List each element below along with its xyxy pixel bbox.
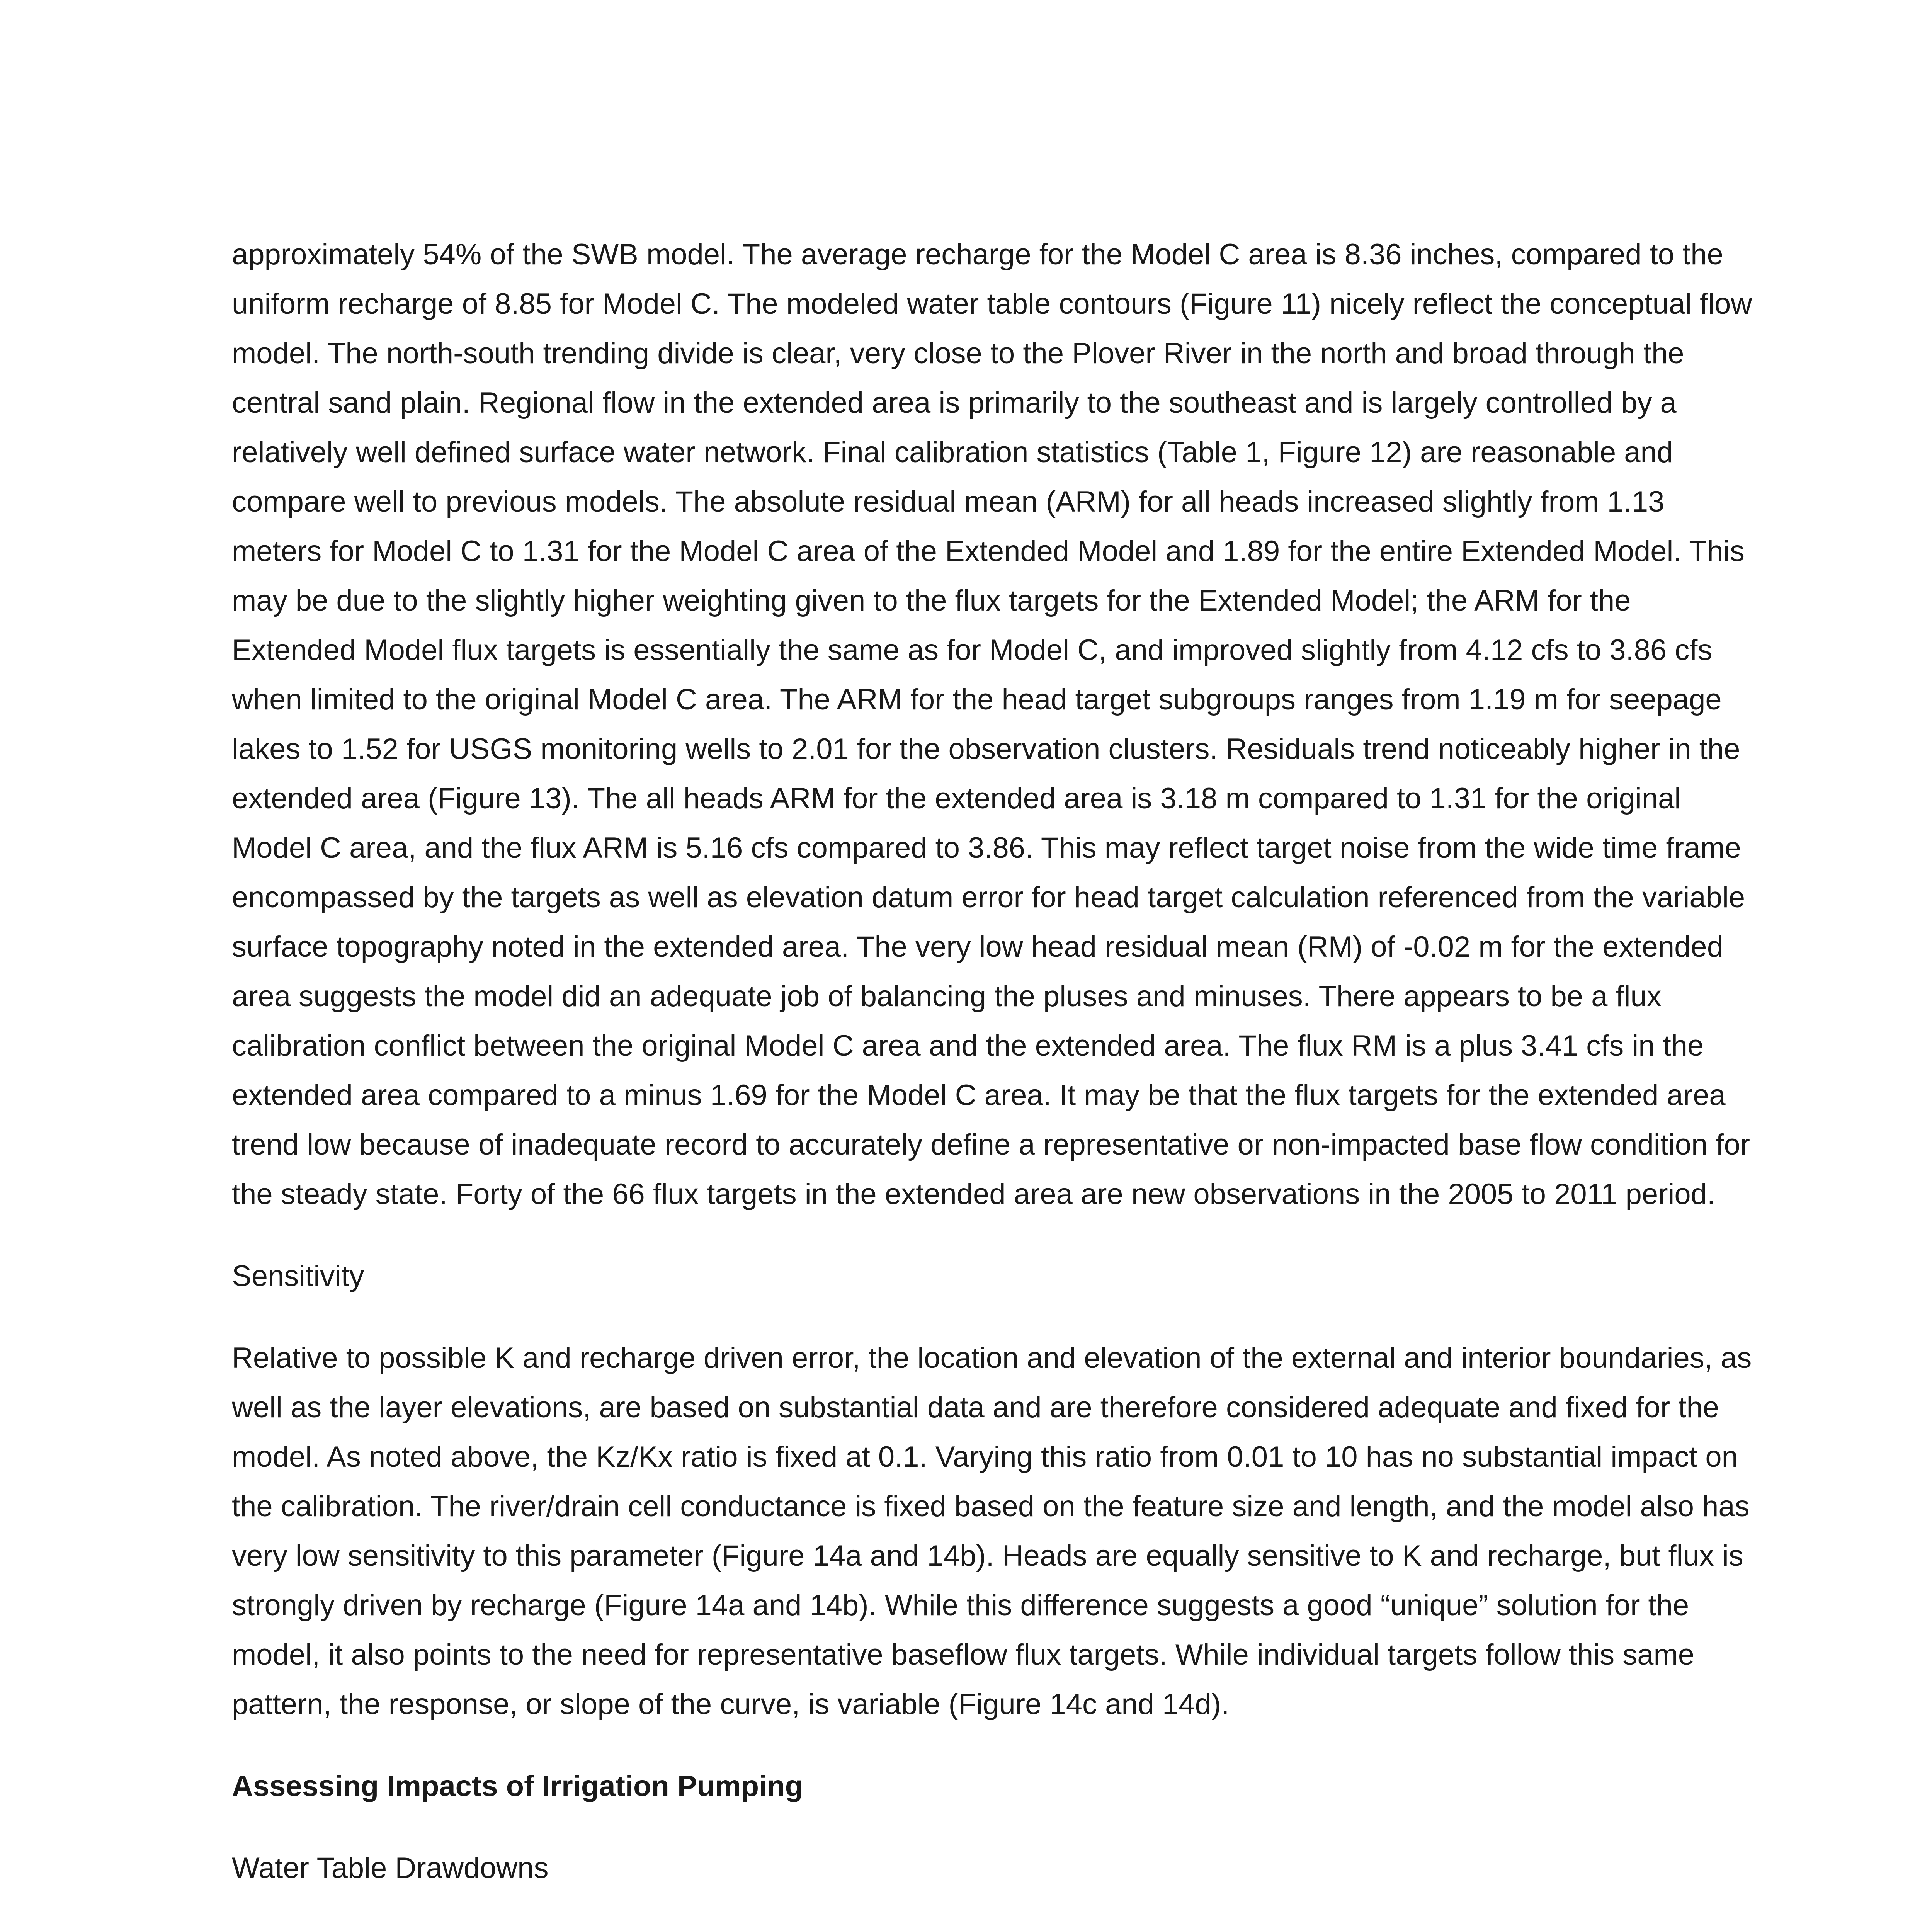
water-table-drawdowns-subheading: Water Table Drawdowns bbox=[232, 1852, 549, 1884]
drawdowns-paragraph bbox=[232, 1925, 1762, 1932]
irrigation-impacts-heading: Assessing Impacts of Irrigation Pumping bbox=[232, 1770, 803, 1803]
sensitivity-subheading: Sensitivity bbox=[232, 1260, 364, 1293]
calibration-paragraph: approximately 54% of the SWB model. The average recharge for the Model C area is 8.36 inches, compared to the uniform recharge of 8.85 for Model C. The modeled water table contours (Figure 11) nicely reflect the conceptual flow model. The north-south trending divide is clear, very close to the Plover River in the north and broad through the central sand plain. Regional flow in the extended area is primarily to the southeast and is largely controlled by a relatively well defined surface water network. Final calibration statistics (Table 1, Figure 12) are reasonable and compare well to previous models. The absolute residual mean (ARM) for all heads increased slightly from 1.13 meters for Model C to 1.31 for the Model C area of the Extended Model and 1.89 for the entire Extended Model. This may be due to the slightly higher weighting given to the flux targets for the Extended Model; the ARM for the Extended Model flux targets is essentially the same as for Model C, and improved slightly from 4.12 cfs to 3.86 cfs when limited to the original Model C area. The ARM for the head target subgroups ranges from 1.19 m for seepage lakes to 1.52 for USGS monitoring wells to 2.01 for the observation clusters. Residuals trend noticeably higher in the extended area (Figure 13). The all heads ARM for the extended area is 3.18 m compared to 1.31 for the original Model C area, and the flux ARM is 5.16 cfs compared to 3.86. This may reflect target noise from the wide time frame encompassed by the targets as well as elevation datum error for head target calculation referenced from the variable surface topography noted in the extended area. The very low head residual mean (RM) of -0.02 m for the extended area suggests the model did an adequate job of balancing the pluses and minuses. There appears to be a flux calibration conflict between the original Model C area and the extended area. The flux RM is a plus 3.41 cfs in the extended area compared to a minus 1.69 for the Model C area. It may be that the flux targets for the extended area trend low because of inadequate record to accurately define a representative or non-impacted base flow condition for the steady state. Forty of the 66 flux targets in the extended area are new observations in the 2005 to 2011 period. bbox=[232, 238, 1752, 1211]
sensitivity-paragraph: Relative to possible K and recharge driven error, the location and elevation of the external and interior boundaries, as well as the layer elevations, are based on substantial data and are therefore considered adequate and fixed for the model. As noted above, the Kz/Kx ratio is fixed at 0.1. Varying this ratio from 0.01 to 10 has no substantial impact on the calibration. The river/drain cell conductance is fixed based on the feature size and length, and the model also has very low sensitivity to this parameter (Figure 14a and 14b). Heads are equally sensitive to K and recharge, but flux is strongly driven by recharge (Figure 14a and 14b). While this difference suggests a good “unique” solution for the model, it also points to the need for representative baseflow flux targets. While individual targets follow this same pattern, the response, or slope of the curve, is variable (Figure 14c and 14d). bbox=[232, 1342, 1752, 1721]
page-body bbox=[232, 230, 1762, 1932]
